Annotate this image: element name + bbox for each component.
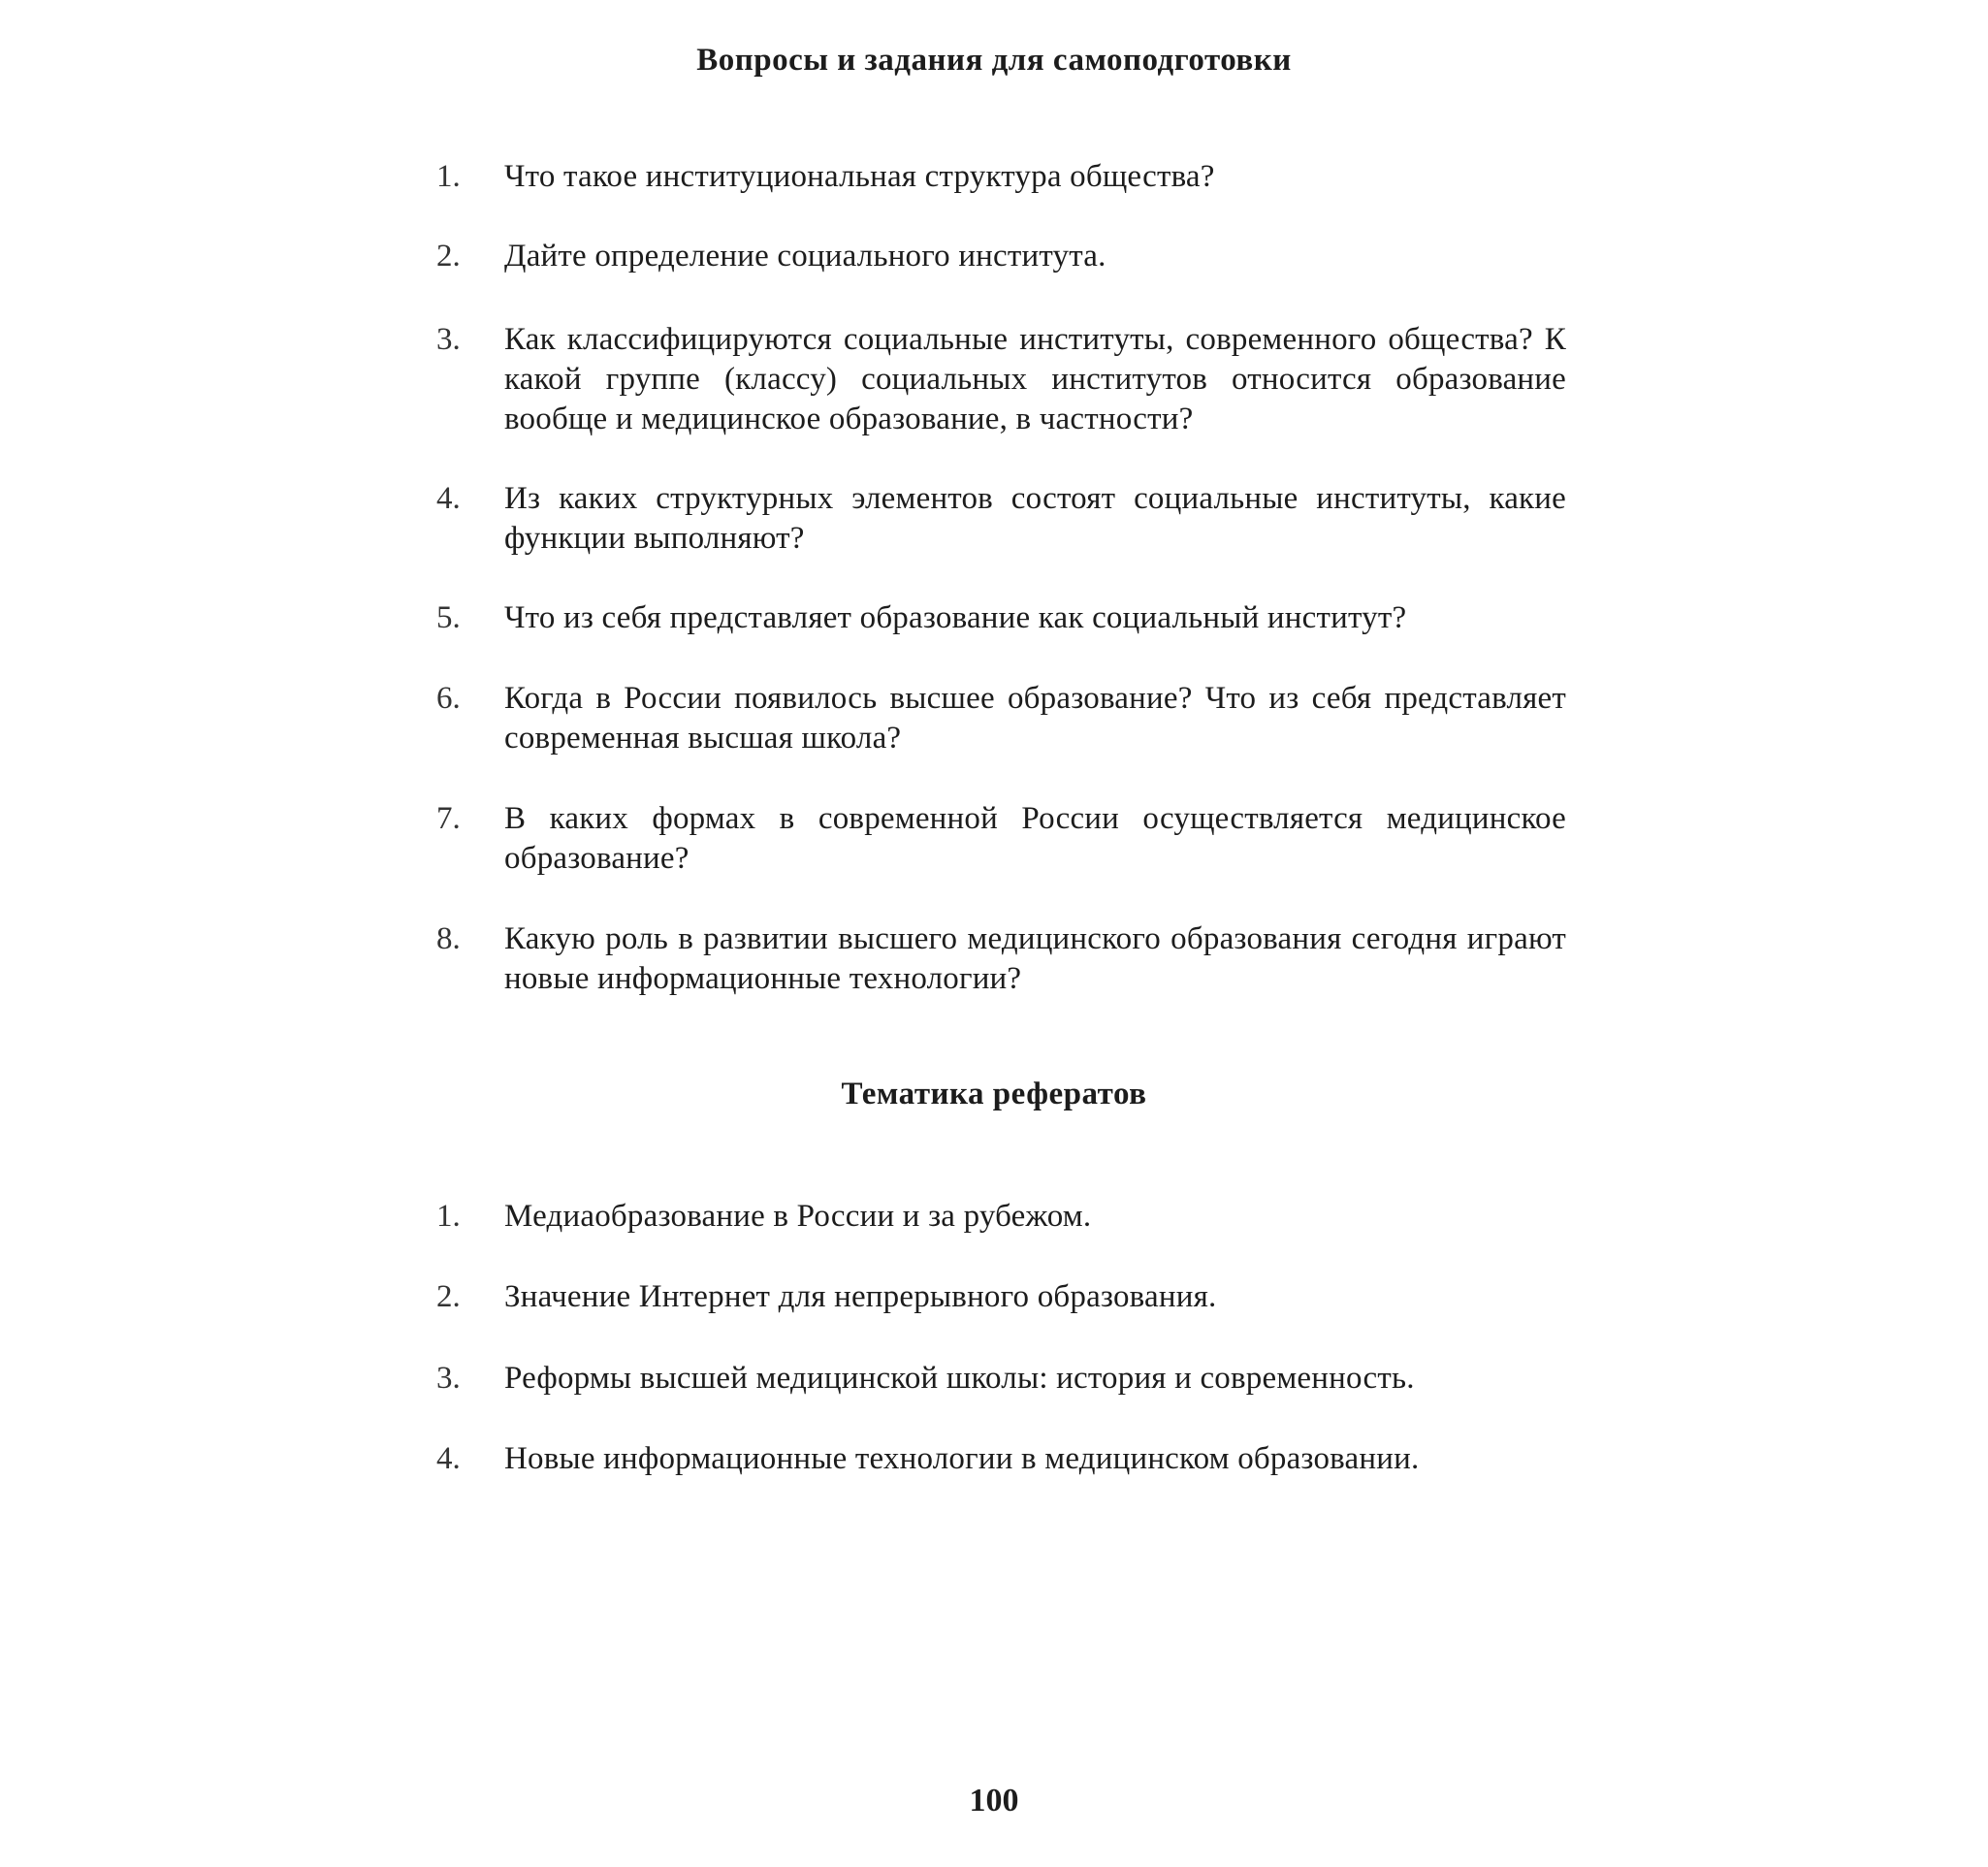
item-text: Дайте определение социального института. xyxy=(504,239,1106,274)
item-text: Реформы высшей медицинской школы: история и современность. xyxy=(504,1361,1415,1396)
item-text: Новые информационные технологии в медицинском образовании. xyxy=(504,1441,1420,1476)
item-number: 5. xyxy=(436,600,461,635)
item-text: Какую роль в развитии высшего медицинского образования сегодня играют новые информационные технологии? xyxy=(504,921,1566,996)
item-text: Что из себя представляет образование как социальный институт? xyxy=(504,600,1407,635)
item-number: 6. xyxy=(436,681,461,716)
section-title-topics: Тематика рефератов xyxy=(841,1077,1147,1111)
item-number: 4. xyxy=(436,481,461,516)
item-number: 2. xyxy=(436,1279,461,1314)
item-number: 7. xyxy=(436,801,461,836)
item-text: В каких формах в современной России осуществляется медицинское образование? xyxy=(504,801,1566,876)
item-number: 2. xyxy=(436,239,461,274)
page-number: 100 xyxy=(969,1783,1019,1819)
item-text: Что такое институциональная структура общества? xyxy=(504,159,1215,194)
item-text: Значение Интернет для непрерывного образования. xyxy=(504,1279,1217,1314)
item-number: 1. xyxy=(436,1199,461,1234)
item-number: 1. xyxy=(436,159,461,194)
item-text: Когда в России появилось высшее образование? Что из себя представляет современная высшая школа? xyxy=(504,681,1566,756)
item-number: 8. xyxy=(436,921,461,956)
item-number: 3. xyxy=(436,1361,461,1396)
item-number: 3. xyxy=(436,322,461,357)
item-text: Медиаобразование в России и за рубежом. xyxy=(504,1199,1092,1234)
item-text: Как классифицируются социальные институты, современного общества? К какой группе (классу) социальных институтов относится образование вообще и медицинское образование, в частности? xyxy=(504,322,1566,436)
section-title-questions: Вопросы и задания для самоподготовки xyxy=(696,43,1292,78)
item-text: Из каких структурных элементов состоят социальные институты, какие функции выполняют? xyxy=(504,481,1566,556)
item-number: 4. xyxy=(436,1441,461,1476)
